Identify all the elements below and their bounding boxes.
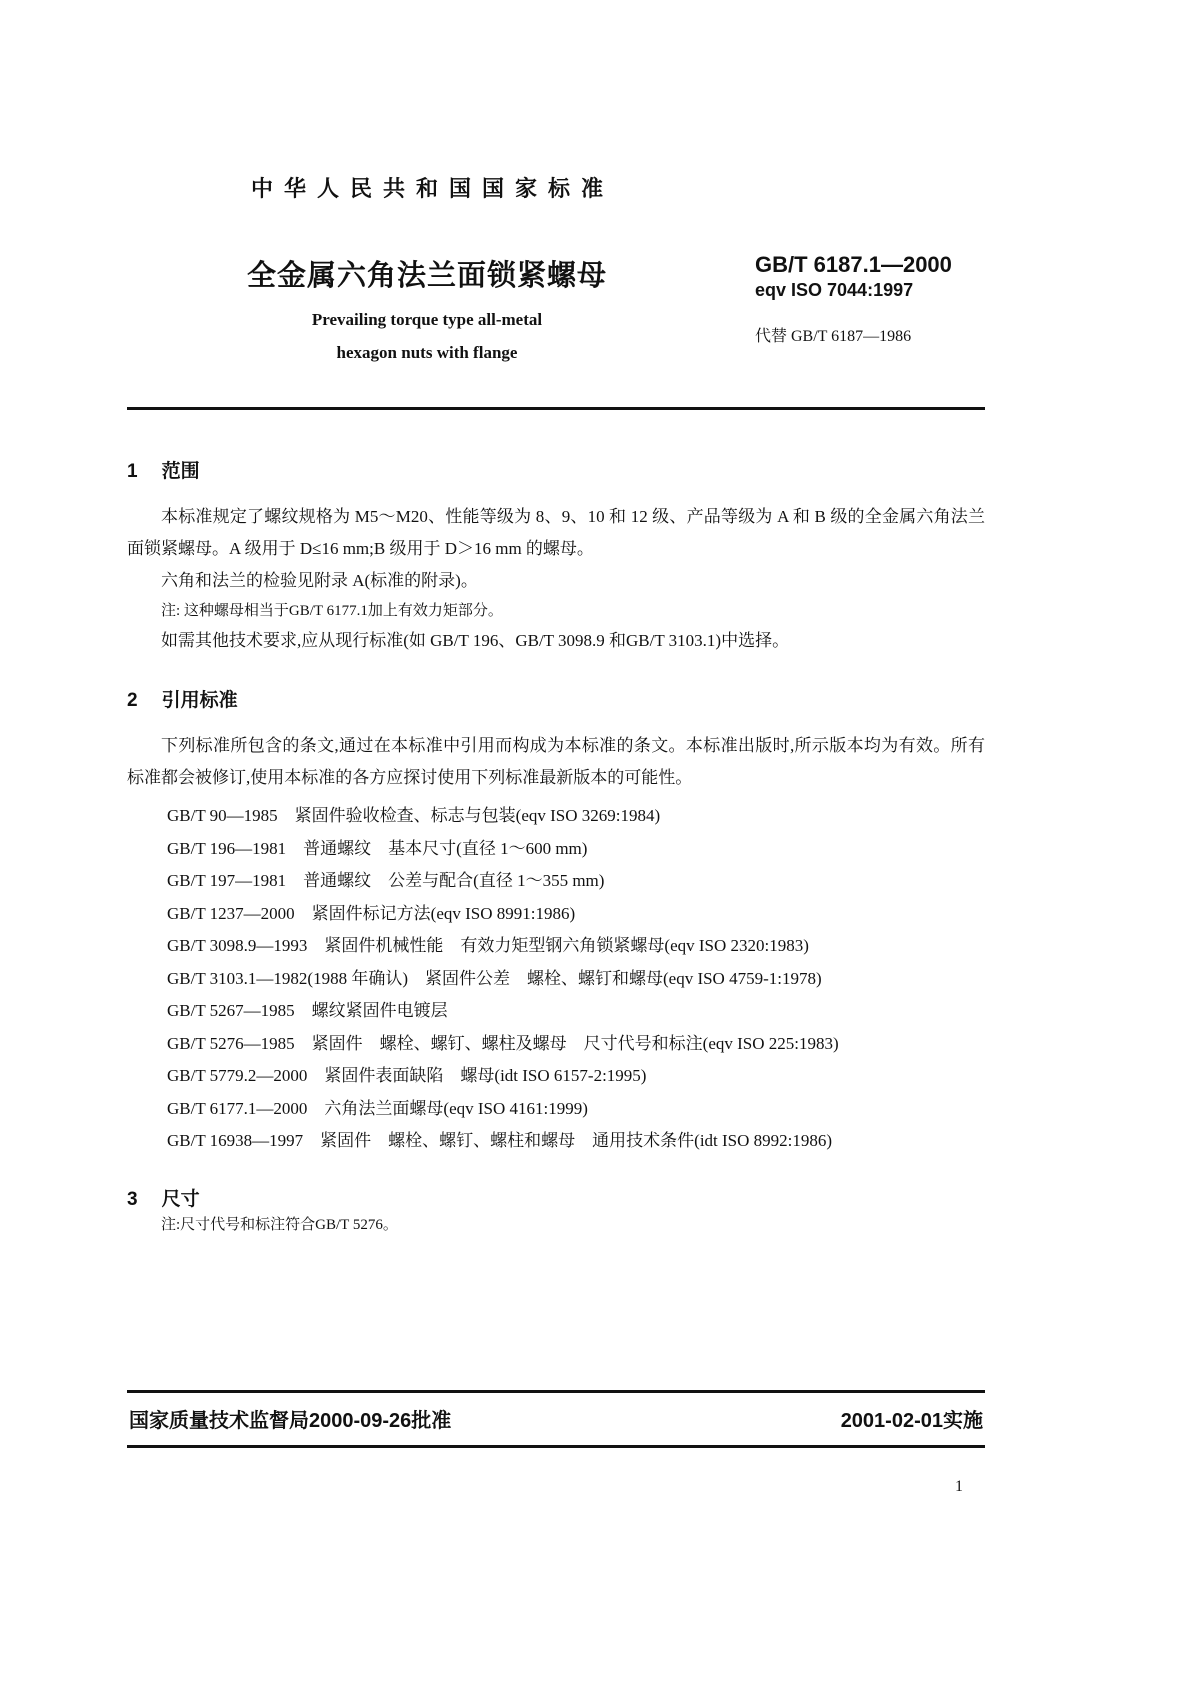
section-1-title: 范围 xyxy=(161,461,200,482)
section-2-intro: 下列标准所包含的条文,通过在本标准中引用而构成为本标准的条文。本标准出版时,所示版本均为有效。所有标准都会被修订,使用本标准的各方应探讨使用下列标准最新版本的可能性。 xyxy=(127,736,985,787)
implementation-date-text: 2001-02-01实施 xyxy=(840,1410,983,1432)
header-divider-rule xyxy=(127,407,985,410)
referenced-standard-item: GB/T 16938—1997 紧固件 螺栓、螺钉、螺柱和螺母 通用技术条件(idt ISO 8992:1986) xyxy=(167,1131,833,1150)
referenced-standard-item: GB/T 196—1981 普通螺纹 基本尺寸(直径 1～600 mm) xyxy=(167,838,588,858)
section-3-heading xyxy=(127,1184,985,1211)
page-number: 1 xyxy=(955,1478,963,1495)
section-2-title: 引用标准 xyxy=(161,690,238,711)
document-title-zh: 全金属六角法兰面锁紧螺母 xyxy=(246,260,607,292)
referenced-standards-list xyxy=(127,800,985,1158)
standard-replaces-note: 代替 GB/T 6187—1986 xyxy=(755,328,912,345)
referenced-standard-item: GB/T 5276—1985 紧固件 螺栓、螺钉、螺柱及螺母 尺寸代号和标注(eqv ISO 225:1983) xyxy=(167,1033,839,1053)
standard-eqv-code: eqv ISO 7044:1997 xyxy=(755,280,914,300)
standard-code: GB/T 6187.1—2000 xyxy=(755,252,952,277)
document-title-en-line1: Prevailing torque type all-metal xyxy=(311,310,543,329)
section-1-note: 注: 这种螺母相当于GB/T 6177.1加上有效力矩部分。 xyxy=(161,603,503,619)
referenced-standard-item: GB/T 1237—2000 紧固件标记方法(eqv ISO 8991:1986) xyxy=(167,903,576,923)
section-3-title: 尺寸 xyxy=(161,1188,200,1210)
document-content xyxy=(127,0,985,1239)
header-title-block xyxy=(127,172,727,363)
national-standard-label: 中华人民共和国国家标准 xyxy=(250,176,614,201)
referenced-standard-item: GB/T 5779.2—2000 紧固件表面缺陷 螺母(idt ISO 6157-2:1995) xyxy=(167,1066,647,1085)
section-1-number: 1 xyxy=(127,461,138,482)
section-1-paragraph-1: 本标准规定了螺纹规格为 M5～M20、性能等级为 8、9、10 和 12 级、产品等级为 A 和 B 级的全金属六角法兰面锁紧螺母。A 级用于 D≤16 mm;B 级用于 D＞16 mm 的螺母。 xyxy=(127,507,985,558)
referenced-standard-item: GB/T 3098.9—1993 紧固件机械性能 有效力矩型钢六角锁紧螺母(eqv ISO 2320:1983) xyxy=(167,936,809,955)
section-3-number: 3 xyxy=(127,1188,138,1210)
document-header xyxy=(127,0,985,363)
referenced-standard-item: GB/T 197—1981 普通螺纹 公差与配合(直径 1～355 mm) xyxy=(167,871,605,890)
document-title-en-line2: hexagon nuts with flange xyxy=(336,343,518,362)
section-1-heading xyxy=(127,456,985,483)
referenced-standard-item: GB/T 6177.1—2000 六角法兰面螺母(eqv ISO 4161:1999) xyxy=(167,1098,588,1118)
approval-footer-bar xyxy=(127,1390,985,1448)
referenced-standard-item: GB/T 3103.1—1982(1988 年确认) 紧固件公差 螺栓、螺钉和螺母(eqv ISO 4759-1:1978) xyxy=(167,968,822,988)
approval-authority-text: 国家质量技术监督局2000-09-26批准 xyxy=(129,1410,452,1432)
section-2-heading xyxy=(127,685,985,712)
header-code-block xyxy=(727,172,985,363)
section-1-paragraph-3: 如需其他技术要求,应从现行标准(如 GB/T 196、GB/T 3098.9 和GB/T 3103.1)中选择。 xyxy=(161,631,790,650)
section-1-paragraph-2: 六角和法兰的检验见附录 A(标准的附录)。 xyxy=(161,571,478,590)
section-2-number: 2 xyxy=(127,690,138,711)
referenced-standard-item: GB/T 5267—1985 螺纹紧固件电镀层 xyxy=(167,1001,448,1020)
section-3-note: 注:尺寸代号和标注符合GB/T 5276。 xyxy=(161,1216,398,1233)
referenced-standard-item: GB/T 90—1985 紧固件验收检查、标志与包装(eqv ISO 3269:1984) xyxy=(167,806,661,825)
